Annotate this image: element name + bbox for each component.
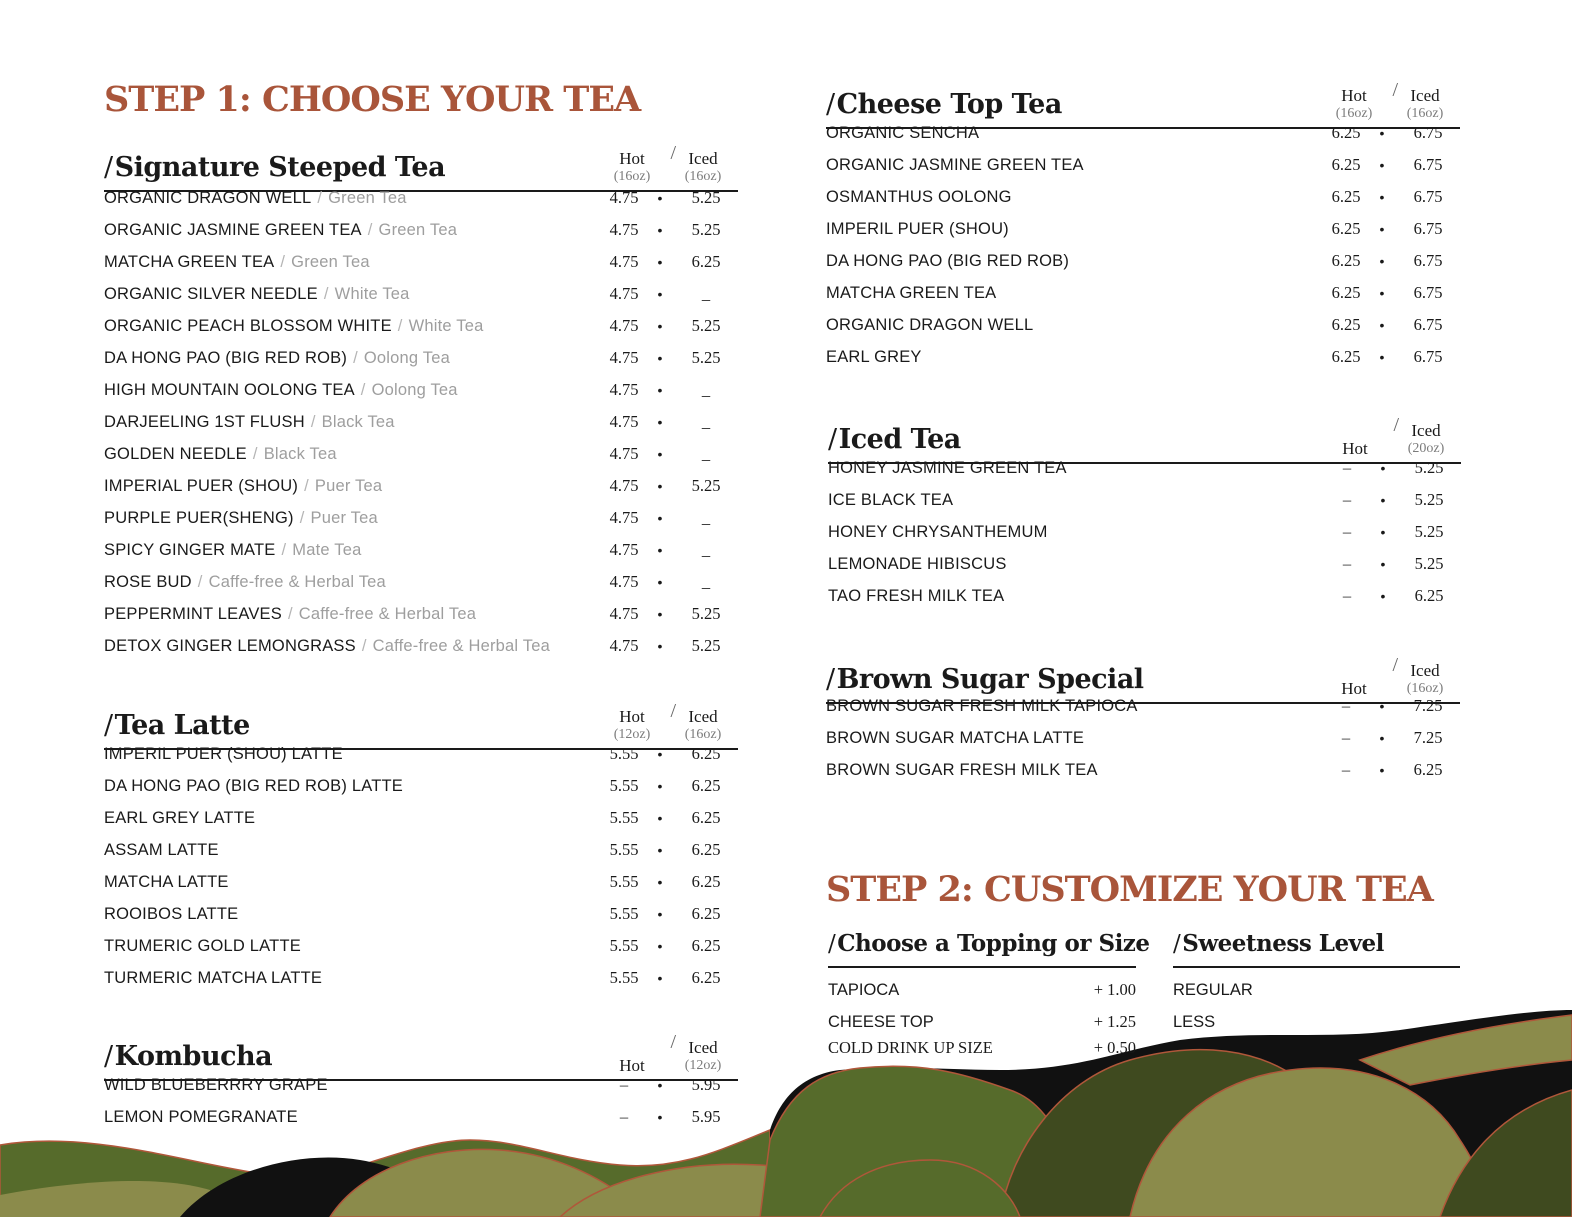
item-name: ASSAM LATTE bbox=[104, 841, 219, 859]
item-name: GOLDEN NEEDLE / Black Tea bbox=[104, 445, 337, 463]
column-divider: / bbox=[670, 700, 676, 722]
menu-item-row[interactable] bbox=[104, 246, 738, 278]
item-name: MATCHA GREEN TEA / Green Tea bbox=[104, 253, 370, 271]
menu-item-row[interactable] bbox=[104, 310, 738, 342]
hot-price: 4.75 bbox=[609, 188, 639, 207]
item-name: TRUMERIC GOLD LATTE bbox=[104, 937, 301, 955]
iced-column-header: Iced (20oz) bbox=[1407, 421, 1445, 456]
item-name: HONEY JASMINE GREEN TEA bbox=[828, 459, 1067, 477]
price-separator-dot: • bbox=[1379, 157, 1385, 173]
hot-price: – bbox=[619, 1075, 629, 1094]
hot-price: – bbox=[1342, 458, 1352, 477]
item-name: ORGANIC DRAGON WELL / Green Tea bbox=[104, 189, 407, 207]
price-separator-dot: • bbox=[657, 446, 663, 462]
hot-price: – bbox=[1341, 760, 1351, 779]
hot-price: 6.25 bbox=[1331, 155, 1361, 174]
price-separator-dot: • bbox=[1380, 588, 1386, 604]
section-header bbox=[828, 924, 1150, 968]
hot-price: 5.55 bbox=[609, 808, 639, 827]
item-name: MATCHA GREEN TEA bbox=[826, 284, 997, 302]
price-separator-dot: • bbox=[657, 478, 663, 494]
menu-item-row[interactable] bbox=[828, 548, 1461, 580]
menu-item-row[interactable] bbox=[104, 834, 738, 866]
price-separator-dot: • bbox=[657, 842, 663, 858]
iced-price: 6.75 bbox=[1413, 187, 1443, 206]
step-2-heading: STEP 2: CUSTOMIZE YOUR TEA bbox=[826, 869, 1433, 910]
item-category: Oolong Tea bbox=[363, 349, 450, 367]
hot-price: 4.75 bbox=[609, 508, 639, 527]
hot-price: 6.25 bbox=[1331, 123, 1361, 142]
hot-price: 5.55 bbox=[609, 968, 639, 987]
item-category: Black Tea bbox=[263, 445, 337, 463]
menu-item-row[interactable] bbox=[104, 278, 738, 310]
hot-price: 5.55 bbox=[609, 872, 639, 891]
topping-option[interactable]: COLD DRINK UP SIZE + 0.50 bbox=[828, 1038, 1136, 1057]
menu-item-row[interactable] bbox=[826, 149, 1460, 181]
iced-price: 5.25 bbox=[691, 476, 721, 495]
item-name: OSMANTHUS OOLONG bbox=[826, 188, 1012, 206]
column-divider: / bbox=[1392, 654, 1398, 676]
menu-item-row[interactable] bbox=[826, 754, 1460, 786]
sweetness-option[interactable]: LESS bbox=[1173, 1013, 1216, 1031]
category-divider: / bbox=[361, 637, 367, 655]
menu-item-row[interactable] bbox=[104, 738, 738, 770]
category-divider: / bbox=[252, 445, 258, 463]
hot-price: 5.55 bbox=[609, 744, 639, 763]
menu-item-row[interactable] bbox=[826, 117, 1460, 149]
price-separator-dot: • bbox=[1380, 492, 1386, 508]
price-separator-dot: • bbox=[657, 510, 663, 526]
section-title: /Kombucha bbox=[104, 1041, 273, 1072]
hot-price: 6.25 bbox=[1331, 251, 1361, 270]
section-iced-tea bbox=[828, 414, 1461, 605]
hot-price: 5.55 bbox=[609, 904, 639, 923]
hot-column-header: Hot bbox=[1342, 439, 1368, 458]
price-separator-dot: • bbox=[657, 810, 663, 826]
column-divider: / bbox=[670, 1031, 676, 1053]
iced-price: 6.25 bbox=[691, 840, 721, 859]
category-divider: / bbox=[280, 253, 286, 271]
hot-price: 6.25 bbox=[1331, 219, 1361, 238]
menu-item-row[interactable] bbox=[104, 470, 738, 502]
menu-item-row[interactable] bbox=[826, 181, 1460, 213]
iced-column-header: Iced (16oz) bbox=[684, 149, 722, 184]
item-name: TURMERIC MATCHA LATTE bbox=[104, 969, 323, 987]
section-title: /Signature Steeped Tea bbox=[104, 152, 446, 183]
section-title: /Choose a Topping or Size bbox=[828, 930, 1150, 957]
price-separator-dot: • bbox=[657, 222, 663, 238]
sweetness-option[interactable]: REGULAR bbox=[1173, 981, 1253, 999]
iced-price: 5.25 bbox=[691, 188, 721, 207]
menu-item-row[interactable] bbox=[828, 516, 1461, 548]
hot-price: 4.75 bbox=[609, 316, 639, 335]
item-name: TAO FRESH MILK TEA bbox=[828, 587, 1005, 605]
column-divider: / bbox=[1392, 79, 1398, 101]
hot-price: 5.55 bbox=[609, 936, 639, 955]
iced-price: 6.75 bbox=[1413, 251, 1443, 270]
price-separator-dot: • bbox=[1379, 189, 1385, 205]
item-name: BROWN SUGAR FRESH MILK TAPIOCA bbox=[826, 697, 1138, 715]
item-name: IMPERIL PUER (SHOU) LATTE bbox=[104, 745, 343, 763]
item-name: DA HONG PAO (BIG RED ROB) LATTE bbox=[104, 777, 403, 795]
iced-column-header: Iced (12oz) bbox=[684, 1038, 722, 1073]
section-title: /Iced Tea bbox=[828, 424, 961, 455]
iced-price: 6.75 bbox=[1413, 155, 1443, 174]
price-separator-dot: • bbox=[657, 938, 663, 954]
hot-price: – bbox=[1341, 728, 1351, 747]
item-name: PURPLE PUER(SHENG) / Puer Tea bbox=[104, 509, 378, 527]
item-name: PEPPERMINT LEAVES / Caffe-free & Herbal Tea bbox=[104, 605, 477, 623]
price-separator-dot: • bbox=[657, 906, 663, 922]
section-kombucha bbox=[104, 1031, 738, 1126]
item-name: DETOX GINGER LEMONGRASS / Caffe-free & Herbal Tea bbox=[104, 637, 550, 655]
hot-price: – bbox=[1342, 490, 1352, 509]
menu-item-row[interactable] bbox=[828, 580, 1461, 612]
iced-price: 6.25 bbox=[691, 904, 721, 923]
iced-price: _ bbox=[701, 380, 711, 399]
iced-price: 6.25 bbox=[691, 872, 721, 891]
section-title: /Cheese Top Tea bbox=[826, 89, 1062, 120]
price-separator-dot: • bbox=[657, 574, 663, 590]
price-separator-dot: • bbox=[1379, 253, 1385, 269]
section-brown-sugar-special bbox=[826, 654, 1460, 779]
column-divider: / bbox=[670, 142, 676, 164]
category-divider: / bbox=[310, 413, 316, 431]
iced-price: 6.25 bbox=[691, 744, 721, 763]
price-separator-dot: • bbox=[1380, 460, 1386, 476]
item-name: ROOIBOS LATTE bbox=[104, 905, 239, 923]
item-category: Green Tea bbox=[291, 253, 370, 271]
iced-price: 5.25 bbox=[1414, 522, 1444, 541]
item-category: Green Tea bbox=[328, 189, 407, 207]
menu-item-row[interactable] bbox=[104, 534, 738, 566]
hot-price: 5.55 bbox=[609, 776, 639, 795]
item-name: ORGANIC JASMINE GREEN TEA bbox=[826, 156, 1084, 174]
iced-price: 5.25 bbox=[691, 636, 721, 655]
iced-price: 5.25 bbox=[691, 348, 721, 367]
iced-price: 6.75 bbox=[1413, 123, 1443, 142]
hot-price: 4.75 bbox=[609, 348, 639, 367]
menu-item-row[interactable] bbox=[826, 277, 1460, 309]
menu-item-row[interactable] bbox=[104, 342, 738, 374]
iced-price: _ bbox=[701, 540, 711, 559]
category-divider: / bbox=[197, 573, 203, 591]
menu-item-row[interactable] bbox=[104, 598, 738, 630]
menu-item-row[interactable] bbox=[104, 438, 738, 470]
item-category: Caffe-free & Herbal Tea bbox=[372, 637, 550, 655]
price-separator-dot: • bbox=[1380, 524, 1386, 540]
iced-price: 5.95 bbox=[691, 1107, 721, 1126]
menu-item-row[interactable] bbox=[826, 213, 1460, 245]
menu-item-row[interactable] bbox=[104, 566, 738, 598]
iced-price: _ bbox=[701, 444, 711, 463]
item-category: Puer Tea bbox=[310, 509, 378, 527]
menu-item-row[interactable] bbox=[826, 722, 1460, 754]
menu-item-row[interactable] bbox=[104, 962, 738, 994]
hot-price: 4.75 bbox=[609, 284, 639, 303]
item-name: DA HONG PAO (BIG RED ROB) / Oolong Tea bbox=[104, 349, 450, 367]
category-divider: / bbox=[299, 509, 305, 527]
category-divider: / bbox=[304, 477, 309, 495]
column-divider: / bbox=[1393, 414, 1399, 436]
item-name: MATCHA LATTE bbox=[104, 873, 229, 891]
menu-item-row[interactable] bbox=[828, 452, 1461, 484]
section-topping-or-size bbox=[828, 924, 1150, 1057]
hot-price: 4.75 bbox=[609, 540, 639, 559]
topping-option[interactable]: TAPIOCA + 1.00 bbox=[828, 980, 1136, 999]
price-separator-dot: • bbox=[657, 638, 663, 654]
hot-price: 4.75 bbox=[609, 572, 639, 591]
iced-price: 5.25 bbox=[1414, 458, 1444, 477]
menu-item-row[interactable] bbox=[826, 309, 1460, 341]
price-separator-dot: • bbox=[657, 350, 663, 366]
category-divider: / bbox=[397, 317, 403, 335]
item-name: DA HONG PAO (BIG RED ROB) bbox=[826, 252, 1070, 270]
hot-price: – bbox=[619, 1107, 629, 1126]
iced-price: 6.25 bbox=[691, 808, 721, 827]
hot-price: 4.75 bbox=[609, 444, 639, 463]
hot-price: 4.75 bbox=[609, 220, 639, 239]
iced-price: 6.25 bbox=[691, 252, 721, 271]
menu-item-row[interactable] bbox=[828, 484, 1461, 516]
category-divider: / bbox=[317, 189, 323, 207]
hot-price: 6.25 bbox=[1331, 283, 1361, 302]
iced-price: _ bbox=[701, 284, 711, 303]
price-separator-dot: • bbox=[657, 1109, 663, 1125]
menu-item-row[interactable] bbox=[104, 930, 738, 962]
menu-item-row[interactable] bbox=[104, 866, 738, 898]
menu-item-row[interactable] bbox=[104, 1101, 738, 1133]
iced-price: 6.25 bbox=[691, 968, 721, 987]
iced-price: _ bbox=[701, 572, 711, 591]
price-separator-dot: • bbox=[1379, 349, 1385, 365]
section-cheese-top-tea bbox=[826, 79, 1460, 366]
iced-column-header: Iced (16oz) bbox=[1406, 86, 1444, 121]
iced-price: 6.75 bbox=[1413, 283, 1443, 302]
price-separator-dot: • bbox=[657, 778, 663, 794]
iced-price: _ bbox=[701, 508, 711, 527]
hot-price: – bbox=[1342, 554, 1352, 573]
price-separator-dot: • bbox=[657, 190, 663, 206]
iced-column-header: Iced (16oz) bbox=[1406, 661, 1444, 696]
menu-item-row[interactable] bbox=[104, 1069, 738, 1101]
price-separator-dot: • bbox=[657, 382, 663, 398]
price-separator-dot: • bbox=[657, 746, 663, 762]
section-sweetness-level bbox=[1173, 924, 1460, 1031]
step-1-heading: STEP 1: CHOOSE YOUR TEA bbox=[104, 79, 641, 120]
iced-price: 5.95 bbox=[691, 1075, 721, 1094]
item-name: BROWN SUGAR MATCHA LATTE bbox=[826, 729, 1085, 747]
item-name: LEMONADE HIBISCUS bbox=[828, 555, 1007, 573]
price-separator-dot: • bbox=[1379, 762, 1385, 778]
iced-price: 5.25 bbox=[1414, 490, 1444, 509]
hot-column-header: Hot (16oz) bbox=[613, 149, 651, 184]
hot-price: 4.75 bbox=[609, 412, 639, 431]
category-divider: / bbox=[367, 221, 373, 239]
item-name: IMPERIAL PUER (SHOU) / Puer Tea bbox=[104, 477, 383, 495]
item-name: ORGANIC SILVER NEEDLE / White Tea bbox=[104, 285, 410, 303]
section-title: /Tea Latte bbox=[104, 710, 250, 741]
section-title: /Brown Sugar Special bbox=[826, 664, 1144, 695]
hot-price: 4.75 bbox=[609, 636, 639, 655]
section-tea-latte bbox=[104, 700, 738, 987]
hot-price: 4.75 bbox=[609, 252, 639, 271]
hot-price: 6.25 bbox=[1331, 347, 1361, 366]
topping-option[interactable]: CHEESE TOP + 1.25 bbox=[828, 1012, 1136, 1031]
price-separator-dot: • bbox=[1379, 317, 1385, 333]
item-name: LEMON POMEGRANATE bbox=[104, 1108, 298, 1126]
iced-price: _ bbox=[701, 412, 711, 431]
category-divider: / bbox=[281, 541, 287, 559]
hot-price: – bbox=[1341, 696, 1351, 715]
hot-column-header: Hot bbox=[1341, 679, 1367, 698]
item-name: EARL GREY LATTE bbox=[104, 809, 256, 827]
item-category: Caffe-free & Herbal Tea bbox=[298, 605, 477, 623]
price-separator-dot: • bbox=[1379, 221, 1385, 237]
menu-item-row[interactable] bbox=[104, 502, 738, 534]
menu-item-row[interactable] bbox=[104, 630, 738, 662]
item-name: BROWN SUGAR FRESH MILK TEA bbox=[826, 761, 1098, 779]
item-name: ORGANIC JASMINE GREEN TEA / Green Tea bbox=[104, 221, 458, 239]
menu-item-row[interactable] bbox=[826, 341, 1460, 373]
iced-price: 6.75 bbox=[1413, 347, 1443, 366]
price-separator-dot: • bbox=[657, 1077, 663, 1093]
iced-price: 6.25 bbox=[1413, 760, 1443, 779]
item-name: DARJEELING 1ST FLUSH / Black Tea bbox=[104, 413, 395, 431]
price-separator-dot: • bbox=[657, 286, 663, 302]
item-name: ICE BLACK TEA bbox=[828, 491, 954, 509]
item-name: WILD BLUEBERRRY GRAPE bbox=[104, 1076, 328, 1094]
section-title: /Sweetness Level bbox=[1173, 930, 1384, 957]
hot-price: 6.25 bbox=[1331, 315, 1361, 334]
category-divider: / bbox=[323, 285, 329, 303]
price-separator-dot: • bbox=[657, 542, 663, 558]
hot-price: 4.75 bbox=[609, 476, 639, 495]
hot-price: 5.55 bbox=[609, 840, 639, 859]
item-name: ORGANIC DRAGON WELL bbox=[826, 316, 1034, 334]
item-category: Oolong Tea bbox=[371, 381, 458, 399]
hot-price: 4.75 bbox=[609, 604, 639, 623]
hot-price: – bbox=[1342, 522, 1352, 541]
hot-column-header: Hot bbox=[619, 1056, 645, 1075]
item-name: EARL GREY bbox=[826, 348, 922, 366]
section-header bbox=[1173, 924, 1460, 968]
item-category: White Tea bbox=[408, 317, 484, 335]
iced-price: 7.25 bbox=[1413, 728, 1443, 747]
menu-item-row[interactable] bbox=[104, 802, 738, 834]
item-name: SPICY GINGER MATE / Mate Tea bbox=[104, 541, 362, 559]
price-separator-dot: • bbox=[1380, 556, 1386, 572]
iced-price: 7.25 bbox=[1413, 696, 1443, 715]
price-separator-dot: • bbox=[657, 318, 663, 334]
menu-item-row[interactable] bbox=[104, 374, 738, 406]
iced-price: 5.25 bbox=[1414, 554, 1444, 573]
iced-price: 6.25 bbox=[691, 776, 721, 795]
category-divider: / bbox=[360, 381, 366, 399]
hot-column-header: Hot (16oz) bbox=[1335, 86, 1373, 121]
item-category: Black Tea bbox=[321, 413, 395, 431]
section-signature-steeped-tea bbox=[104, 142, 738, 655]
category-divider: / bbox=[353, 349, 358, 367]
iced-price: 5.25 bbox=[691, 316, 721, 335]
category-divider: / bbox=[287, 605, 293, 623]
price-separator-dot: • bbox=[657, 606, 663, 622]
price-separator-dot: • bbox=[1379, 730, 1385, 746]
menu-item-row[interactable] bbox=[104, 770, 738, 802]
hot-price: 6.25 bbox=[1331, 187, 1361, 206]
item-category: White Tea bbox=[334, 285, 410, 303]
hot-column-header: Hot (12oz) bbox=[613, 707, 651, 742]
iced-price: 6.25 bbox=[1414, 586, 1444, 605]
item-category: Caffe-free & Herbal Tea bbox=[208, 573, 386, 591]
menu-item-row[interactable] bbox=[104, 406, 738, 438]
menu-item-row[interactable] bbox=[104, 898, 738, 930]
iced-column-header: Iced (16oz) bbox=[684, 707, 722, 742]
item-name: IMPERIL PUER (SHOU) bbox=[826, 220, 1009, 238]
item-name: ROSE BUD / Caffe-free & Herbal Tea bbox=[104, 573, 386, 591]
menu-item-row[interactable] bbox=[826, 690, 1460, 722]
price-separator-dot: • bbox=[1379, 698, 1385, 714]
item-name: ORGANIC SENCHA bbox=[826, 124, 980, 142]
price-separator-dot: • bbox=[657, 254, 663, 270]
iced-price: 5.25 bbox=[691, 604, 721, 623]
item-category: Green Tea bbox=[378, 221, 458, 239]
iced-price: 6.75 bbox=[1413, 219, 1443, 238]
price-separator-dot: • bbox=[657, 874, 663, 890]
iced-price: 6.25 bbox=[691, 936, 721, 955]
price-separator-dot: • bbox=[657, 414, 663, 430]
iced-price: 6.75 bbox=[1413, 315, 1443, 334]
item-category: Puer Tea bbox=[314, 477, 383, 495]
menu-item-row[interactable] bbox=[104, 182, 738, 214]
iced-price: 5.25 bbox=[691, 220, 721, 239]
item-name: ORGANIC PEACH BLOSSOM WHITE / White Tea bbox=[104, 317, 484, 335]
price-separator-dot: • bbox=[1379, 285, 1385, 301]
item-category: Mate Tea bbox=[292, 541, 362, 559]
hot-price: – bbox=[1342, 586, 1352, 605]
hot-price: 4.75 bbox=[609, 380, 639, 399]
menu-item-row[interactable] bbox=[826, 245, 1460, 277]
item-name: HIGH MOUNTAIN OOLONG TEA / Oolong Tea bbox=[104, 381, 458, 399]
price-separator-dot: • bbox=[657, 970, 663, 986]
price-separator-dot: • bbox=[1379, 125, 1385, 141]
item-name: HONEY CHRYSANTHEMUM bbox=[828, 523, 1048, 541]
menu-item-row[interactable] bbox=[104, 214, 738, 246]
